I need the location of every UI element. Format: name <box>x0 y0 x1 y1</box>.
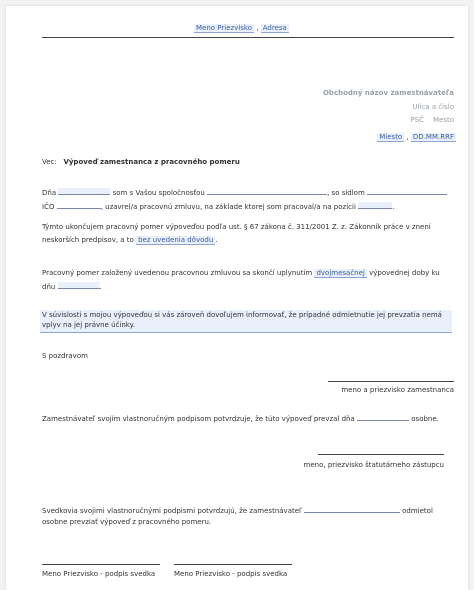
para3-line1 <box>42 269 440 278</box>
para3-text-b: výpovednej doby ku <box>369 269 440 277</box>
employee-sign-label: meno a priezvisko zamestnanca <box>341 386 454 394</box>
para1-period: . <box>392 203 395 211</box>
para2-line2 <box>42 236 218 245</box>
address-field[interactable]: Adresa <box>262 24 287 32</box>
para1-company-text: som s Vašou spoločnosťou <box>112 189 205 197</box>
employer-confirm-end: osobne. <box>411 415 439 423</box>
para1-position-text: , uzavrel/a pracovnú zmluvu, na základe ktorej som pracoval/a na pozícii <box>100 203 356 211</box>
para2-period: . <box>215 236 218 244</box>
employer-city: Mesto <box>432 116 454 124</box>
para3-line2 <box>42 282 102 292</box>
witness-line1 <box>42 506 433 516</box>
para3-period: . <box>99 283 102 291</box>
statutory-sign-label: meno, priezvisko štatutárneho zástupcu <box>303 461 444 469</box>
position-blank[interactable] <box>358 202 395 211</box>
witness1-signature-line[interactable] <box>42 564 160 565</box>
para1-dna: Dňa <box>42 189 57 197</box>
header-separator: , <box>256 24 259 32</box>
para1-line2 <box>42 202 394 212</box>
subject-label: Vec: <box>42 158 57 166</box>
subject-line <box>42 158 240 167</box>
para1-seat-text: , so sídlom <box>327 189 365 197</box>
company-name-blank[interactable] <box>207 188 327 195</box>
para2-line1: Týmto ukončujem pracovný pomer výpoveďou podľa ust. § 67 zákona č. 311/2001 Z. z. Zákonník práce v znení <box>42 223 431 231</box>
employer-name-blank[interactable] <box>304 506 400 513</box>
notice-period-field[interactable]: dvojmesačnej <box>316 269 365 277</box>
header-fields <box>194 24 289 33</box>
para4-line2: vplyv na jej právne účinky. <box>42 321 135 329</box>
name-field[interactable]: Meno Priezvisko <box>196 24 253 32</box>
para3-text: Pracovný pomer založený uvedenou pracovnou zmluvou sa skončí uplynutím <box>42 269 313 277</box>
employer-psc: PSČ <box>410 116 425 124</box>
closing: S pozdravom <box>42 352 88 360</box>
witness-refused: odmietol <box>402 507 433 515</box>
witness1-label: Meno Priezvisko - podpis svedka <box>42 570 156 578</box>
place-date <box>377 133 456 142</box>
ico-blank[interactable] <box>57 202 101 209</box>
header-rule <box>42 37 454 38</box>
witness-line2: osobne prevziať výpoveď z pracovného pomeru. <box>42 518 212 526</box>
employer-confirm-text: Zamestnávateľ svojím vlastnoručným podpisom potvrdzuje, že túto výpoveď prevzal dňa <box>42 415 355 423</box>
reason-field[interactable]: bez uvedenia dôvodu <box>138 236 214 244</box>
receipt-date-blank[interactable] <box>357 414 409 421</box>
subject-text: Výpoveď zamestnanca z pracovného pomeru <box>63 158 240 166</box>
place-field[interactable]: Miesto <box>379 133 403 141</box>
para3-dnu: dňu <box>42 283 56 291</box>
para1-line1 <box>42 188 447 198</box>
end-date-blank[interactable] <box>58 282 100 289</box>
witness2-label: Meno Priezvisko - podpis svedka <box>174 570 288 578</box>
witness2-signature-line[interactable] <box>174 564 292 565</box>
employer-confirm-line <box>42 414 439 424</box>
employer-street: Ulica a číslo <box>412 103 454 111</box>
document-page <box>6 6 468 590</box>
witness-text: Svedkovia svojimi vlastnoručnými podpismi potvrdzujú, že zamestnávateľ <box>42 507 302 515</box>
statutory-signature-line[interactable] <box>318 454 444 455</box>
para2-text: neskorších predpisov, a to <box>42 236 134 244</box>
employee-signature-line[interactable] <box>328 381 454 382</box>
date-field[interactable]: DD.MM.RRF <box>412 133 454 141</box>
employer-name: Obchodný názov zamestnávateľa <box>322 89 454 97</box>
info-paragraph[interactable] <box>40 310 452 333</box>
para1-ico: IČO <box>42 203 55 211</box>
seat-blank[interactable] <box>367 188 447 195</box>
para4-line1: V súvislosti s mojou výpoveďou si vás zároveň dovoľujem informovať, že prípadné odmietnutie jej prevzatia nemá <box>42 311 442 319</box>
place-date-separator: , <box>406 133 409 141</box>
start-date-blank[interactable] <box>58 188 110 195</box>
